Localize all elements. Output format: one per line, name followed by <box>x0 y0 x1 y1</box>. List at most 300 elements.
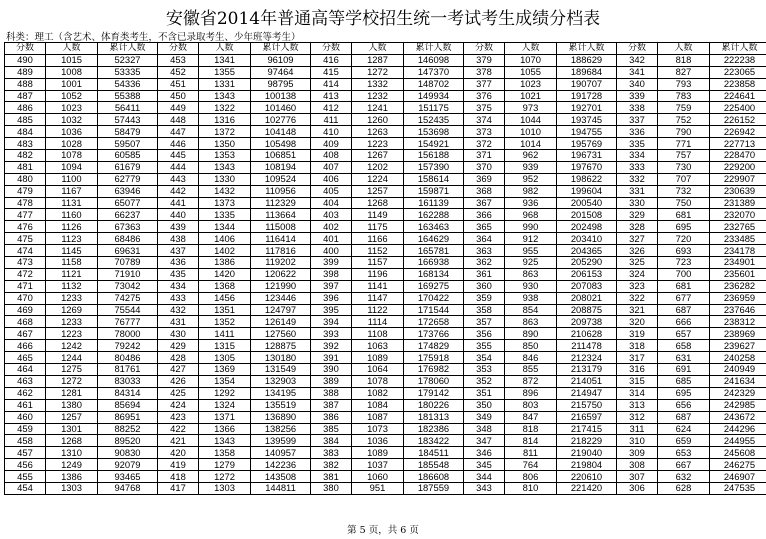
score-cell: 387 <box>311 399 352 411</box>
count-cell: 1023 <box>46 102 98 114</box>
cumulative-cell: 130180 <box>251 352 311 364</box>
score-cell: 372 <box>464 138 505 150</box>
score-cell: 391 <box>311 352 352 364</box>
score-cell: 452 <box>158 66 199 78</box>
score-cell: 465 <box>5 352 46 364</box>
score-cell: 420 <box>158 447 199 459</box>
cumulative-cell: 59507 <box>98 138 158 150</box>
cumulative-cell: 227713 <box>710 138 766 150</box>
count-cell: 1089 <box>352 352 404 364</box>
cumulative-cell: 108194 <box>251 161 311 173</box>
count-cell: 1123 <box>46 233 98 245</box>
cumulative-cell: 191728 <box>557 90 617 102</box>
cumulative-cell: 97464 <box>251 66 311 78</box>
cumulative-cell: 79242 <box>98 340 158 352</box>
table-row <box>5 328 766 340</box>
score-cell: 365 <box>464 221 505 233</box>
count-cell: 1078 <box>352 375 404 387</box>
count-cell: 1166 <box>352 233 404 245</box>
score-cell: 313 <box>617 399 658 411</box>
count-cell: 1316 <box>199 114 251 126</box>
count-cell: 930 <box>505 280 557 292</box>
score-cell: 487 <box>5 90 46 102</box>
cumulative-cell: 241634 <box>710 375 766 387</box>
cumulative-cell: 242329 <box>710 387 766 399</box>
table-header-row <box>5 43 766 55</box>
score-cell: 354 <box>464 352 505 364</box>
cumulative-cell: 188629 <box>557 54 617 66</box>
cumulative-cell: 238312 <box>710 316 766 328</box>
score-cell: 333 <box>617 161 658 173</box>
count-cell: 1223 <box>46 328 98 340</box>
count-cell: 1147 <box>352 292 404 304</box>
cumulative-cell: 244955 <box>710 435 766 447</box>
score-cell: 393 <box>311 328 352 340</box>
count-cell: 752 <box>658 114 710 126</box>
cumulative-cell: 184511 <box>404 447 464 459</box>
cumulative-cell: 62779 <box>98 173 158 185</box>
score-cell: 361 <box>464 268 505 280</box>
score-cell: 339 <box>617 90 658 102</box>
cumulative-cell: 208875 <box>557 304 617 316</box>
cumulative-cell: 169275 <box>404 280 464 292</box>
count-cell: 1008 <box>46 66 98 78</box>
score-cell: 353 <box>464 364 505 376</box>
cumulative-cell: 53335 <box>98 66 158 78</box>
cumulative-cell: 178060 <box>404 375 464 387</box>
table-row <box>5 233 766 245</box>
cumulative-cell: 110956 <box>251 185 311 197</box>
cumulative-cell: 127560 <box>251 328 311 340</box>
score-cell: 378 <box>464 66 505 78</box>
count-cell: 1260 <box>352 114 404 126</box>
cumulative-cell: 207083 <box>557 280 617 292</box>
score-cell: 357 <box>464 316 505 328</box>
score-cell: 422 <box>158 423 199 435</box>
count-cell: 759 <box>658 102 710 114</box>
cumulative-cell: 147370 <box>404 66 464 78</box>
score-cell: 320 <box>617 316 658 328</box>
table-row <box>5 352 766 364</box>
score-cell: 315 <box>617 375 658 387</box>
header-score: 分数 <box>311 43 352 55</box>
cumulative-cell: 136890 <box>251 411 311 423</box>
cumulative-cell: 215750 <box>557 399 617 411</box>
cumulative-cell: 190707 <box>557 78 617 90</box>
count-cell: 685 <box>658 375 710 387</box>
table-row <box>5 185 766 197</box>
header-score: 分数 <box>5 43 46 55</box>
score-cell: 489 <box>5 66 46 78</box>
cumulative-cell: 176982 <box>404 364 464 376</box>
count-cell: 1037 <box>352 459 404 471</box>
count-cell: 1055 <box>505 66 557 78</box>
count-cell: 628 <box>658 482 710 494</box>
score-cell: 430 <box>158 328 199 340</box>
score-cell: 373 <box>464 126 505 138</box>
cumulative-cell: 195769 <box>557 138 617 150</box>
cumulative-cell: 240949 <box>710 364 766 376</box>
count-cell: 659 <box>658 435 710 447</box>
count-cell: 939 <box>505 161 557 173</box>
count-cell: 1145 <box>46 245 98 257</box>
cumulative-cell: 173766 <box>404 328 464 340</box>
score-cell: 364 <box>464 233 505 245</box>
count-cell: 1366 <box>199 423 251 435</box>
count-cell: 806 <box>505 471 557 483</box>
cumulative-cell: 166938 <box>404 257 464 269</box>
cumulative-cell: 153698 <box>404 126 464 138</box>
count-cell: 1160 <box>46 209 98 221</box>
cumulative-cell: 55388 <box>98 90 158 102</box>
count-cell: 1023 <box>505 78 557 90</box>
count-cell: 936 <box>505 197 557 209</box>
count-cell: 1232 <box>352 90 404 102</box>
cumulative-cell: 201508 <box>557 209 617 221</box>
cumulative-cell: 148702 <box>404 78 464 90</box>
score-cell: 482 <box>5 150 46 162</box>
count-cell: 1032 <box>46 114 98 126</box>
cumulative-cell: 233485 <box>710 233 766 245</box>
score-cell: 340 <box>617 78 658 90</box>
count-cell: 1224 <box>352 173 404 185</box>
count-cell: 790 <box>658 126 710 138</box>
count-cell: 1352 <box>199 316 251 328</box>
score-cell: 472 <box>5 268 46 280</box>
table-row <box>5 173 766 185</box>
cumulative-cell: 213179 <box>557 364 617 376</box>
count-cell: 1052 <box>46 90 98 102</box>
count-cell: 1242 <box>46 340 98 352</box>
cumulative-cell: 245608 <box>710 447 766 459</box>
count-cell: 1281 <box>46 387 98 399</box>
score-cell: 438 <box>158 233 199 245</box>
cumulative-cell: 158614 <box>404 173 464 185</box>
count-cell: 1060 <box>352 471 404 483</box>
score-cell: 326 <box>617 245 658 257</box>
table-row <box>5 435 766 447</box>
cumulative-cell: 243672 <box>710 411 766 423</box>
score-cell: 366 <box>464 209 505 221</box>
score-cell: 395 <box>311 304 352 316</box>
count-cell: 1121 <box>46 268 98 280</box>
score-cell: 306 <box>617 482 658 494</box>
count-cell: 1420 <box>199 268 251 280</box>
cumulative-cell: 94768 <box>98 482 158 494</box>
cumulative-cell: 239627 <box>710 340 766 352</box>
score-cell: 450 <box>158 90 199 102</box>
count-cell: 687 <box>658 411 710 423</box>
count-cell: 1267 <box>352 150 404 162</box>
count-cell: 1082 <box>352 387 404 399</box>
cumulative-cell: 69631 <box>98 245 158 257</box>
cumulative-cell: 83033 <box>98 375 158 387</box>
count-cell: 720 <box>658 233 710 245</box>
count-cell: 1269 <box>46 304 98 316</box>
cumulative-cell: 81761 <box>98 364 158 376</box>
score-cell: 406 <box>311 173 352 185</box>
cumulative-cell: 131549 <box>251 364 311 376</box>
score-cell: 375 <box>464 102 505 114</box>
score-cell: 347 <box>464 435 505 447</box>
score-cell: 331 <box>617 185 658 197</box>
cumulative-cell: 156188 <box>404 150 464 162</box>
cumulative-cell: 235601 <box>710 268 766 280</box>
cumulative-cell: 172658 <box>404 316 464 328</box>
cumulative-cell: 225400 <box>710 102 766 114</box>
count-cell: 1456 <box>199 292 251 304</box>
score-cell: 454 <box>5 482 46 494</box>
score-cell: 335 <box>617 138 658 150</box>
cumulative-cell: 209738 <box>557 316 617 328</box>
cumulative-cell: 185548 <box>404 459 464 471</box>
count-cell: 1330 <box>199 173 251 185</box>
cumulative-cell: 142236 <box>251 459 311 471</box>
count-cell: 1279 <box>199 459 251 471</box>
count-cell: 624 <box>658 423 710 435</box>
count-cell: 750 <box>658 197 710 209</box>
cumulative-cell: 203410 <box>557 233 617 245</box>
cumulative-cell: 144811 <box>251 482 311 494</box>
score-cell: 368 <box>464 185 505 197</box>
score-cell: 455 <box>5 471 46 483</box>
table-row <box>5 114 766 126</box>
count-cell: 771 <box>658 138 710 150</box>
count-cell: 632 <box>658 471 710 483</box>
score-cell: 445 <box>158 150 199 162</box>
count-cell: 732 <box>658 185 710 197</box>
score-cell: 480 <box>5 173 46 185</box>
count-cell: 666 <box>658 316 710 328</box>
count-cell: 1386 <box>46 471 98 483</box>
count-cell: 1010 <box>505 126 557 138</box>
cumulative-cell: 246275 <box>710 459 766 471</box>
score-cell: 436 <box>158 257 199 269</box>
cumulative-cell: 84314 <box>98 387 158 399</box>
score-cell: 328 <box>617 221 658 233</box>
score-cell: 488 <box>5 78 46 90</box>
score-cell: 317 <box>617 352 658 364</box>
count-cell: 846 <box>505 352 557 364</box>
score-cell: 467 <box>5 328 46 340</box>
cumulative-cell: 100138 <box>251 90 311 102</box>
cumulative-cell: 121990 <box>251 280 311 292</box>
count-cell: 1406 <box>199 233 251 245</box>
table-row <box>5 459 766 471</box>
score-cell: 466 <box>5 340 46 352</box>
score-cell: 462 <box>5 387 46 399</box>
count-cell: 653 <box>658 447 710 459</box>
table-row <box>5 471 766 483</box>
score-cell: 363 <box>464 245 505 257</box>
table-row <box>5 304 766 316</box>
score-cell: 358 <box>464 304 505 316</box>
count-cell: 1263 <box>352 126 404 138</box>
cumulative-cell: 171544 <box>404 304 464 316</box>
count-cell: 855 <box>505 364 557 376</box>
count-cell: 1335 <box>199 209 251 221</box>
cumulative-cell: 65077 <box>98 197 158 209</box>
count-cell: 912 <box>505 233 557 245</box>
count-cell: 1350 <box>199 138 251 150</box>
header-cumulative: 累计人数 <box>404 43 464 55</box>
cumulative-cell: 146098 <box>404 54 464 66</box>
count-cell: 925 <box>505 257 557 269</box>
cumulative-cell: 232765 <box>710 221 766 233</box>
table-row <box>5 66 766 78</box>
count-cell: 818 <box>658 54 710 66</box>
score-cell: 323 <box>617 280 658 292</box>
cumulative-cell: 220610 <box>557 471 617 483</box>
header-score: 分数 <box>617 43 658 55</box>
count-cell: 700 <box>658 268 710 280</box>
cumulative-cell: 237646 <box>710 304 766 316</box>
score-cell: 371 <box>464 150 505 162</box>
cumulative-cell: 234178 <box>710 245 766 257</box>
score-cell: 343 <box>464 482 505 494</box>
count-cell: 952 <box>505 173 557 185</box>
count-cell: 1036 <box>46 126 98 138</box>
score-cell: 435 <box>158 268 199 280</box>
cumulative-cell: 205290 <box>557 257 617 269</box>
cumulative-cell: 240258 <box>710 352 766 364</box>
count-cell: 656 <box>658 399 710 411</box>
count-cell: 657 <box>658 328 710 340</box>
count-cell: 818 <box>505 423 557 435</box>
cumulative-cell: 135519 <box>251 399 311 411</box>
score-cell: 414 <box>311 78 352 90</box>
cumulative-cell: 66237 <box>98 209 158 221</box>
score-cell: 441 <box>158 197 199 209</box>
count-cell: 1084 <box>352 399 404 411</box>
count-cell: 631 <box>658 352 710 364</box>
count-cell: 695 <box>658 387 710 399</box>
count-cell: 1073 <box>352 423 404 435</box>
table-row <box>5 102 766 114</box>
count-cell: 667 <box>658 459 710 471</box>
count-cell: 730 <box>658 161 710 173</box>
count-cell: 1343 <box>199 161 251 173</box>
count-cell: 793 <box>658 78 710 90</box>
cumulative-cell: 180226 <box>404 399 464 411</box>
count-cell: 1070 <box>505 54 557 66</box>
table-row <box>5 245 766 257</box>
score-cell: 464 <box>5 364 46 376</box>
count-cell: 1122 <box>352 304 404 316</box>
count-cell: 1303 <box>46 482 98 494</box>
score-cell: 392 <box>311 340 352 352</box>
score-cell: 312 <box>617 411 658 423</box>
score-cell: 444 <box>158 161 199 173</box>
count-cell: 1094 <box>46 161 98 173</box>
cumulative-cell: 196731 <box>557 150 617 162</box>
score-cell: 477 <box>5 209 46 221</box>
score-cell: 401 <box>311 233 352 245</box>
score-cell: 412 <box>311 102 352 114</box>
count-cell: 1202 <box>352 161 404 173</box>
cumulative-cell: 199604 <box>557 185 617 197</box>
count-cell: 938 <box>505 292 557 304</box>
cumulative-cell: 54336 <box>98 78 158 90</box>
score-cell: 476 <box>5 221 46 233</box>
count-cell: 1332 <box>352 78 404 90</box>
cumulative-cell: 70789 <box>98 257 158 269</box>
score-cell: 379 <box>464 54 505 66</box>
score-cell: 439 <box>158 221 199 233</box>
score-cell: 394 <box>311 316 352 328</box>
count-cell: 1087 <box>352 411 404 423</box>
score-cell: 485 <box>5 114 46 126</box>
cumulative-cell: 123446 <box>251 292 311 304</box>
score-cell: 457 <box>5 447 46 459</box>
cumulative-cell: 164629 <box>404 233 464 245</box>
cumulative-cell: 222238 <box>710 54 766 66</box>
score-cell: 447 <box>158 126 199 138</box>
table-row <box>5 423 766 435</box>
table-row <box>5 268 766 280</box>
score-cell: 486 <box>5 102 46 114</box>
cumulative-cell: 68486 <box>98 233 158 245</box>
cumulative-cell: 228470 <box>710 150 766 162</box>
cumulative-cell: 181313 <box>404 411 464 423</box>
subject-category-line: 科类：理工（含艺术、体育类考生，不含已录取考生、少年班等考生） <box>6 32 301 43</box>
score-cell: 384 <box>311 435 352 447</box>
count-cell: 1272 <box>46 375 98 387</box>
table-row <box>5 257 766 269</box>
cumulative-cell: 52327 <box>98 54 158 66</box>
score-cell: 367 <box>464 197 505 209</box>
cumulative-cell: 56411 <box>98 102 158 114</box>
score-cell: 396 <box>311 292 352 304</box>
count-cell: 783 <box>658 90 710 102</box>
cumulative-cell: 152435 <box>404 114 464 126</box>
table-row <box>5 150 766 162</box>
count-cell: 854 <box>505 304 557 316</box>
header-count: 人数 <box>505 43 557 55</box>
cumulative-cell: 98795 <box>251 78 311 90</box>
count-cell: 658 <box>658 340 710 352</box>
score-cell: 478 <box>5 197 46 209</box>
cumulative-cell: 117816 <box>251 245 311 257</box>
score-cell: 337 <box>617 114 658 126</box>
header-count: 人数 <box>199 43 251 55</box>
count-cell: 1301 <box>46 423 98 435</box>
count-cell: 955 <box>505 245 557 257</box>
score-cell: 404 <box>311 197 352 209</box>
count-cell: 1303 <box>199 482 251 494</box>
count-cell: 1149 <box>352 209 404 221</box>
count-cell: 1402 <box>199 245 251 257</box>
count-cell: 951 <box>352 482 404 494</box>
score-cell: 426 <box>158 375 199 387</box>
cumulative-cell: 138256 <box>251 423 311 435</box>
cumulative-cell: 246907 <box>710 471 766 483</box>
count-cell: 1244 <box>46 352 98 364</box>
score-distribution-table-container <box>4 42 762 495</box>
count-cell: 1380 <box>46 399 98 411</box>
count-cell: 1368 <box>199 280 251 292</box>
cumulative-cell: 60585 <box>98 150 158 162</box>
count-cell: 707 <box>658 173 710 185</box>
cumulative-cell: 61679 <box>98 161 158 173</box>
count-cell: 1152 <box>352 245 404 257</box>
score-cell: 377 <box>464 78 505 90</box>
count-cell: 1021 <box>505 90 557 102</box>
cumulative-cell: 214051 <box>557 375 617 387</box>
cumulative-cell: 157390 <box>404 161 464 173</box>
cumulative-cell: 238969 <box>710 328 766 340</box>
cumulative-cell: 198622 <box>557 173 617 185</box>
